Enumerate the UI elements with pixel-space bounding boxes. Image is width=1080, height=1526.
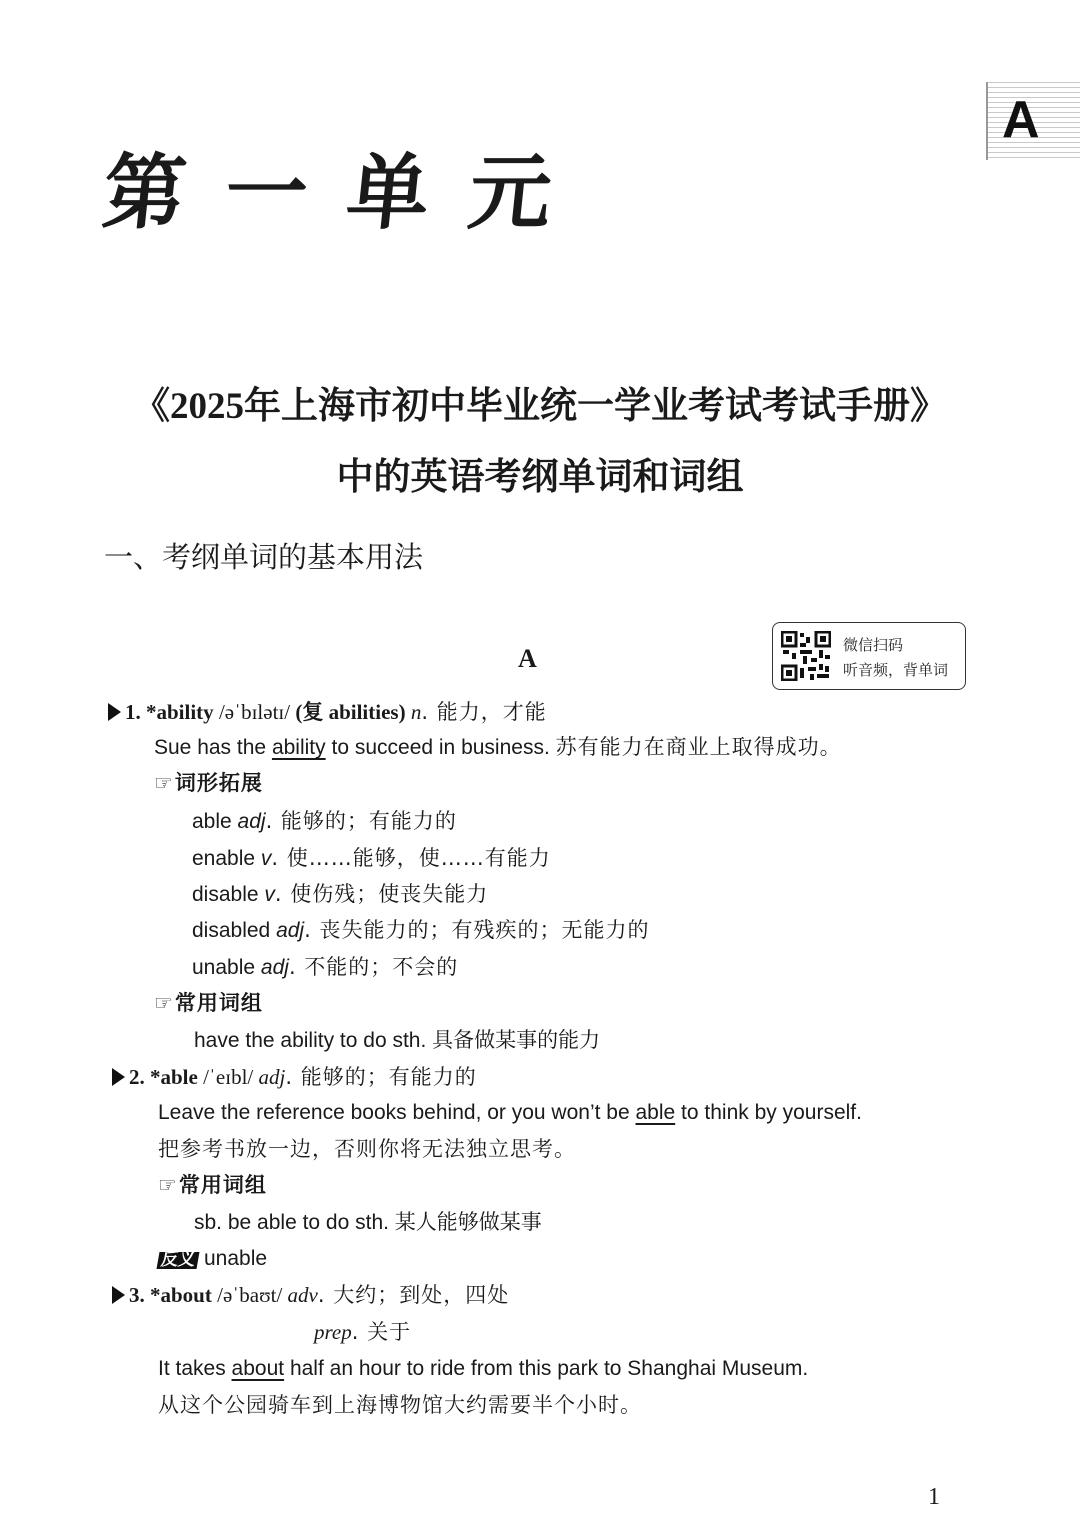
antonym-badge: 反义 bbox=[157, 1252, 200, 1269]
deriv-pos: v bbox=[264, 883, 275, 906]
entry-arrow-icon bbox=[112, 1068, 125, 1086]
deriv-meaning: . 使伤残；使丧失能力 bbox=[274, 882, 489, 906]
deriv-meaning: . 丧失能力的；有残疾的；无能力的 bbox=[304, 918, 650, 942]
side-index-tab bbox=[986, 82, 1080, 160]
entry-1-meaning: . 能力，才能 bbox=[421, 700, 547, 724]
entry-3-meaning2: . 关于 bbox=[351, 1320, 412, 1344]
qr-code-icon bbox=[781, 631, 831, 681]
entry-1-phonetic: /əˈbɪlətɪ/ bbox=[218, 700, 291, 724]
entry-2-pos: adj bbox=[258, 1065, 286, 1089]
book-title-line2: 中的英语考纲单词和词组 bbox=[336, 457, 744, 498]
entry-1-example-cn: 苏有能力在商业上取得成功。 bbox=[555, 735, 842, 759]
entry-1-deriv-2 bbox=[192, 848, 551, 869]
entry-1-example-keyword: ability bbox=[271, 736, 326, 759]
qr-note-line2: 听音频，背单词 bbox=[843, 661, 949, 679]
deriv-word: disable bbox=[192, 883, 259, 906]
deriv-word: enable bbox=[192, 847, 256, 870]
entry-arrow-icon bbox=[108, 703, 121, 721]
entry-2-meaning: . 能够的；有能力的 bbox=[285, 1065, 477, 1089]
entry-1-deriv-3 bbox=[192, 884, 488, 905]
entry-3-headword: *about bbox=[150, 1283, 212, 1307]
entry-1-subheading-forms bbox=[154, 773, 263, 794]
section-heading: 一、考纲单词的基本用法 bbox=[104, 540, 424, 574]
entry-1-deriv-1 bbox=[192, 811, 457, 832]
qr-code-box[interactable] bbox=[772, 622, 966, 690]
deriv-meaning: . 不能的；不会的 bbox=[288, 955, 459, 979]
entry-3-meaning: . 大约；到处，四处 bbox=[317, 1283, 510, 1307]
side-tab-letter: A bbox=[1002, 91, 1040, 149]
entry-3-phonetic: /əˈbaʊt/ bbox=[217, 1283, 283, 1307]
entry-2-example-b: to think by yourself. bbox=[681, 1101, 862, 1124]
entry-2-antonym-word: unable bbox=[204, 1247, 268, 1270]
entry-1-example-a: Sue has the bbox=[154, 736, 267, 759]
entry-3-example-a: It takes bbox=[158, 1357, 226, 1380]
entry-1-headword: *ability bbox=[146, 700, 214, 724]
entry-1-sub1-label: 词形拓展 bbox=[174, 771, 263, 795]
deriv-word: unable bbox=[192, 956, 256, 979]
entry-2-subheading-phrases bbox=[158, 1175, 267, 1196]
entry-2-headword: *able bbox=[150, 1065, 198, 1089]
deriv-meaning: . 使……能够，使……有能力 bbox=[271, 846, 551, 870]
entry-3-second-sense bbox=[314, 1322, 411, 1343]
unit-title: 第一单元 bbox=[98, 145, 597, 241]
pointing-hand-icon: ☞ bbox=[154, 991, 173, 1015]
entry-1-example bbox=[154, 737, 842, 758]
entry-2-headline bbox=[112, 1067, 477, 1088]
entry-1-number: 1. bbox=[125, 700, 141, 724]
entry-2-phonetic: /ˈeɪbl/ bbox=[203, 1065, 254, 1089]
entry-2-number: 2. bbox=[129, 1065, 145, 1089]
entry-3-pos: adv bbox=[287, 1283, 318, 1307]
deriv-pos: v bbox=[260, 847, 272, 870]
entry-1-sub2-label: 常用词组 bbox=[174, 991, 263, 1015]
entry-2-example-keyword: able bbox=[635, 1101, 676, 1124]
entry-3-example bbox=[158, 1358, 808, 1379]
entry-3-headline bbox=[112, 1285, 509, 1306]
entry-1-pos: n bbox=[410, 700, 422, 724]
letter-heading: A bbox=[518, 644, 537, 673]
entry-1-plural: (复 abilities) bbox=[295, 700, 406, 724]
page-number: 1 bbox=[928, 1484, 940, 1510]
entry-3-example-b: half an hour to ride from this park to Shanghai Museum. bbox=[289, 1357, 809, 1380]
entry-2-example bbox=[158, 1102, 862, 1123]
deriv-pos: adj bbox=[237, 810, 266, 833]
entry-2-phrase: sb. be able to do sth. 某人能够做某事 bbox=[194, 1211, 542, 1234]
entry-3-example-cn: 从这个公园骑车到上海博物馆大约需要半个小时。 bbox=[158, 1393, 642, 1417]
deriv-meaning: . 能够的；有能力的 bbox=[265, 809, 457, 833]
deriv-word: disabled bbox=[192, 919, 271, 942]
entry-1-subheading-phrases bbox=[154, 993, 263, 1014]
entry-2-example-a: Leave the reference books behind, or you won’t be bbox=[158, 1101, 630, 1124]
entry-2-example-cn: 把参考书放一边，否则你将无法独立思考。 bbox=[158, 1137, 576, 1161]
deriv-word: able bbox=[192, 810, 232, 833]
pointing-hand-icon: ☞ bbox=[154, 771, 173, 795]
qr-note-line1: 微信扫码 bbox=[843, 636, 904, 654]
book-title-line1: 《2025年上海市初中毕业统一学业考试考试手册》 bbox=[133, 386, 947, 427]
entry-2-sub-label: 常用词组 bbox=[178, 1173, 267, 1197]
entry-3-pos2: prep bbox=[314, 1320, 352, 1344]
deriv-pos: adj bbox=[276, 919, 305, 942]
entry-1-deriv-5 bbox=[192, 957, 458, 978]
deriv-pos: adj bbox=[260, 956, 289, 979]
entry-1-phrase: have the ability to do sth. 具备做某事的能力 bbox=[194, 1029, 601, 1052]
entry-2-antonym bbox=[158, 1248, 267, 1269]
entry-3-example-keyword: about bbox=[231, 1357, 285, 1380]
entry-1-deriv-4 bbox=[192, 920, 649, 941]
pointing-hand-icon: ☞ bbox=[158, 1173, 177, 1197]
entry-3-number: 3. bbox=[129, 1283, 145, 1307]
entry-arrow-icon bbox=[112, 1286, 125, 1304]
entry-1-headline bbox=[108, 702, 547, 723]
entry-1-example-b: to succeed in business. bbox=[331, 736, 550, 759]
